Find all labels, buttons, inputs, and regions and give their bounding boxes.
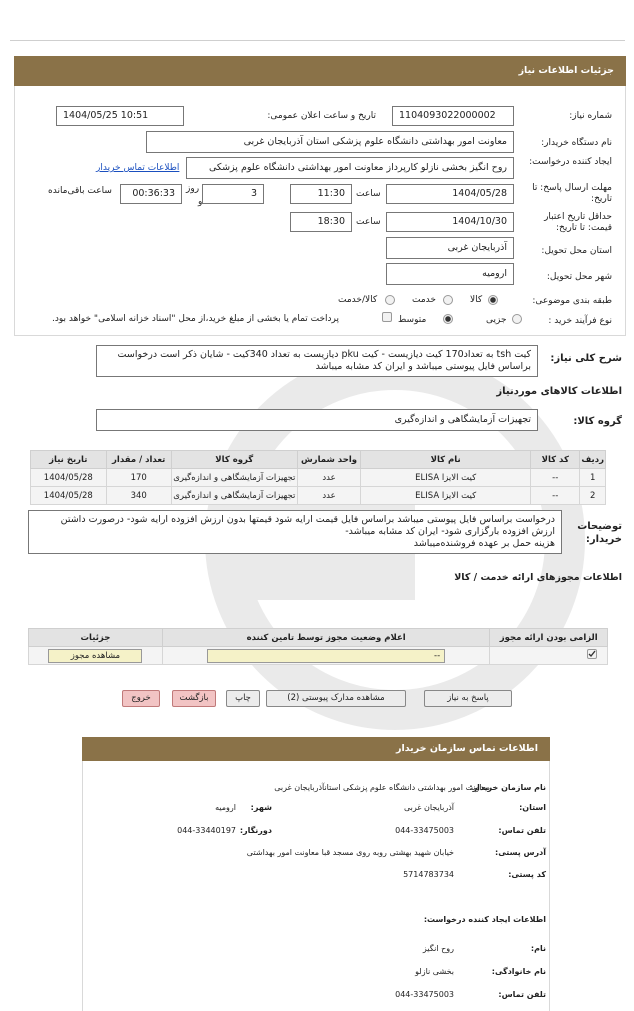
category-both-label: کالا/خدمت bbox=[338, 295, 378, 305]
permits-table-header bbox=[29, 629, 608, 647]
province-label: استان محل تحویل: bbox=[541, 246, 612, 256]
creator-info-title: اطلاعات ایجاد کننده درخواست: bbox=[423, 915, 546, 924]
permit-status-cell bbox=[162, 647, 490, 665]
creator-name: روح انگیز bbox=[422, 944, 454, 953]
category-both-radio[interactable] bbox=[385, 295, 395, 305]
process-small-radio[interactable] bbox=[512, 314, 522, 324]
permit-status-field[interactable]: -- bbox=[207, 649, 445, 663]
summary-field: کیت tsh به تعداد170 کیت دیازیست - کیت pku دیازیست به تعداد 340کیت - شایان ذکر است درخواست براساس فایل پیوستی میباشد و ایران کد مشابه میباشد bbox=[96, 345, 538, 377]
creator-family-label: نام خانوادگی: bbox=[491, 967, 546, 976]
contact-title: اطلاعات تماس سازمان خریدار bbox=[395, 743, 538, 754]
creator-label: ایجاد کننده درخواست: bbox=[529, 157, 612, 167]
treasury-payment-checkbox[interactable] bbox=[382, 312, 392, 322]
deadline-label: مهلت ارسال پاسخ: تا تاریخ: bbox=[532, 183, 612, 204]
deadline-time-label: ساعت bbox=[356, 189, 381, 199]
contact-city-label: شهر: bbox=[250, 803, 272, 812]
days-field: 3 bbox=[202, 184, 264, 204]
announce-label: تاریخ و ساعت اعلان عمومی: bbox=[267, 111, 376, 121]
panel-title: جزئیات اطلاعات نیاز bbox=[518, 65, 614, 76]
need-number-field: 1104093022000002 bbox=[392, 106, 514, 126]
table-row bbox=[31, 469, 606, 487]
contact-address-label: آدرس پستی: bbox=[495, 848, 546, 857]
permits-title: اطلاعات مجوزهای ارائه خدمت / کالا bbox=[454, 572, 622, 583]
contact-province-label: استان: bbox=[519, 803, 546, 812]
validity-time: 18:30 bbox=[290, 212, 352, 232]
category-service-radio[interactable] bbox=[443, 295, 453, 305]
col-permit-details: جزئیات bbox=[29, 629, 163, 647]
cell-qty: 170 bbox=[106, 469, 171, 487]
buyer-field: معاونت امور بهداشتی دانشگاه علوم پزشکی استان آذربایجان غربی bbox=[146, 131, 514, 153]
process-medium-label: متوسط bbox=[398, 315, 427, 325]
announce-field: 1404/05/25 10:51 bbox=[56, 106, 184, 126]
check-icon bbox=[587, 649, 597, 659]
contact-province: آذربایجان غربی bbox=[403, 803, 454, 812]
cell-row: 2 bbox=[580, 487, 606, 505]
deadline-time: 11:30 bbox=[290, 184, 352, 204]
buyer-label: نام دستگاه خریدار: bbox=[541, 138, 612, 148]
reply-button[interactable]: پاسخ به نیاز bbox=[424, 690, 512, 707]
cell-name: کیت الایزا ELISA bbox=[361, 469, 531, 487]
creator-field: روح انگیز بخشی نازلو کارپرداز معاونت امور بهداشتی دانشگاه علوم پزشکی bbox=[186, 157, 514, 179]
contact-postal-label: کد پستی: bbox=[508, 870, 546, 879]
validity-time-label: ساعت bbox=[356, 217, 381, 227]
back-button[interactable]: بازگشت bbox=[172, 690, 216, 707]
col-permit-required: الزامی بودن ارائه مجوز bbox=[490, 629, 608, 647]
table-row bbox=[31, 487, 606, 505]
col-name: نام کالا bbox=[361, 451, 531, 469]
view-permit-button[interactable]: مشاهده مجوز bbox=[48, 649, 142, 663]
creator-name-label: نام: bbox=[530, 944, 546, 953]
group-field: تجهیزات آزمایشگاهی و اندازه‌گیری bbox=[96, 409, 538, 431]
exit-button[interactable]: خروج bbox=[122, 690, 160, 707]
cell-group: تجهیزات آزمایشگاهی و اندازه‌گیری bbox=[171, 469, 297, 487]
col-code: کد کالا bbox=[531, 451, 580, 469]
contact-phone: 044-33475003 bbox=[395, 826, 454, 835]
contact-fax-label: دورنگار: bbox=[239, 826, 272, 835]
days-label: روز bbox=[186, 184, 200, 194]
contact-city: ارومیه bbox=[215, 803, 236, 812]
treasury-payment-note: پرداخت تمام یا بخشی از مبلغ خرید،از محل "اسناد خزانه اسلامی" خواهد بود. bbox=[52, 314, 340, 324]
cell-row: 1 bbox=[580, 469, 606, 487]
contact-phone-label: تلفن تماس: bbox=[498, 826, 546, 835]
print-button[interactable]: چاپ bbox=[226, 690, 260, 707]
contact-address: خیابان شهید بهشتی روبه روی مسجد قبا معاونت امور بهداشتی bbox=[246, 848, 454, 857]
buyer-notes-label: توضیحات خریدار: bbox=[577, 521, 622, 545]
city-field: ارومیه bbox=[386, 263, 514, 285]
col-group: گروه کالا bbox=[171, 451, 297, 469]
creator-family: بخشی نازلو bbox=[415, 967, 454, 976]
process-label: نوع فرآیند خرید : bbox=[548, 316, 612, 326]
contact-header bbox=[82, 737, 550, 761]
city-label: شهر محل تحویل: bbox=[546, 272, 612, 282]
col-row: ردیف bbox=[580, 451, 606, 469]
deadline-date: 1404/05/28 bbox=[386, 184, 514, 204]
creator-phone-label: تلفن تماس: bbox=[498, 990, 546, 999]
cell-unit: عدد bbox=[297, 487, 360, 505]
contact-org: معاونت امور بهداشتی دانشگاه علوم پزشکی استانآذربایجان غربی bbox=[274, 783, 490, 792]
cell-group: تجهیزات آزمایشگاهی و اندازه‌گیری bbox=[171, 487, 297, 505]
attachments-button[interactable]: مشاهده مدارک پیوستی (2) bbox=[266, 690, 406, 707]
summary-label: شرح کلی نیاز: bbox=[550, 353, 622, 364]
permit-details-cell bbox=[29, 647, 163, 665]
province-field: آذربایجان غربی bbox=[386, 237, 514, 259]
cell-date: 1404/05/28 bbox=[31, 487, 107, 505]
panel-header bbox=[14, 56, 626, 86]
category-label: طبقه بندی موضوعی: bbox=[532, 296, 612, 306]
cell-code: -- bbox=[531, 469, 580, 487]
goods-info-title: اطلاعات کالاهای موردنیاز bbox=[496, 386, 622, 397]
cell-date: 1404/05/28 bbox=[31, 469, 107, 487]
contact-org-label: نام سازمان خریدار: bbox=[469, 783, 546, 792]
category-goods-label: کالا bbox=[470, 295, 483, 305]
and-label: و bbox=[198, 197, 203, 207]
contact-postal: 5714783734 bbox=[403, 870, 454, 879]
permit-required-checkbox[interactable] bbox=[587, 649, 597, 659]
remaining-label: ساعت باقی‌مانده bbox=[48, 186, 112, 196]
min-validity-date: 1404/10/30 bbox=[386, 212, 514, 232]
permits-table bbox=[28, 628, 608, 665]
col-date: تاریخ نیاز bbox=[31, 451, 107, 469]
goods-table-header bbox=[31, 451, 606, 469]
contact-panel bbox=[82, 737, 550, 1011]
cell-unit: عدد bbox=[297, 469, 360, 487]
cell-code: -- bbox=[531, 487, 580, 505]
col-unit: واحد شمارش bbox=[297, 451, 360, 469]
permit-row bbox=[29, 647, 608, 665]
col-permit-status: اعلام وضعیت مجوز توسط تامین کننده bbox=[162, 629, 490, 647]
cell-qty: 340 bbox=[106, 487, 171, 505]
permit-required-cell bbox=[490, 647, 608, 665]
remaining-field: 00:36:33 bbox=[120, 184, 182, 204]
contact-info-link[interactable]: اطلاعات تماس خریدار bbox=[96, 163, 180, 173]
buyer-notes-field: درخواست براساس فایل پیوستی میباشد براساس فایل قیمت ارایه شود قیمتها بدون ارزش افزوده ارایه شود- درصورت داشتن ارزش افزوده بارگزاری شود- ایران کد مشابه میباشد- هزینه حمل بر عهده فروشنده‌میباشد bbox=[28, 510, 562, 554]
cell-name: کیت الایزا ELISA bbox=[361, 487, 531, 505]
min-validity-label: حداقل تاریخ اعتبار قیمت: تا تاریخ: bbox=[544, 212, 612, 233]
group-label: گروه کالا: bbox=[573, 416, 622, 427]
category-service-label: خدمت bbox=[412, 295, 436, 305]
top-divider bbox=[10, 40, 625, 41]
creator-phone: 044-33475003 bbox=[395, 990, 454, 999]
process-medium-radio[interactable] bbox=[443, 314, 453, 324]
category-goods-radio[interactable] bbox=[488, 295, 498, 305]
col-qty: تعداد / مقدار bbox=[106, 451, 171, 469]
need-number-label: شماره نیاز: bbox=[569, 111, 612, 121]
contact-fax: 044-33440197 bbox=[177, 826, 236, 835]
process-small-label: جزیی bbox=[486, 315, 507, 325]
goods-table bbox=[30, 450, 606, 505]
